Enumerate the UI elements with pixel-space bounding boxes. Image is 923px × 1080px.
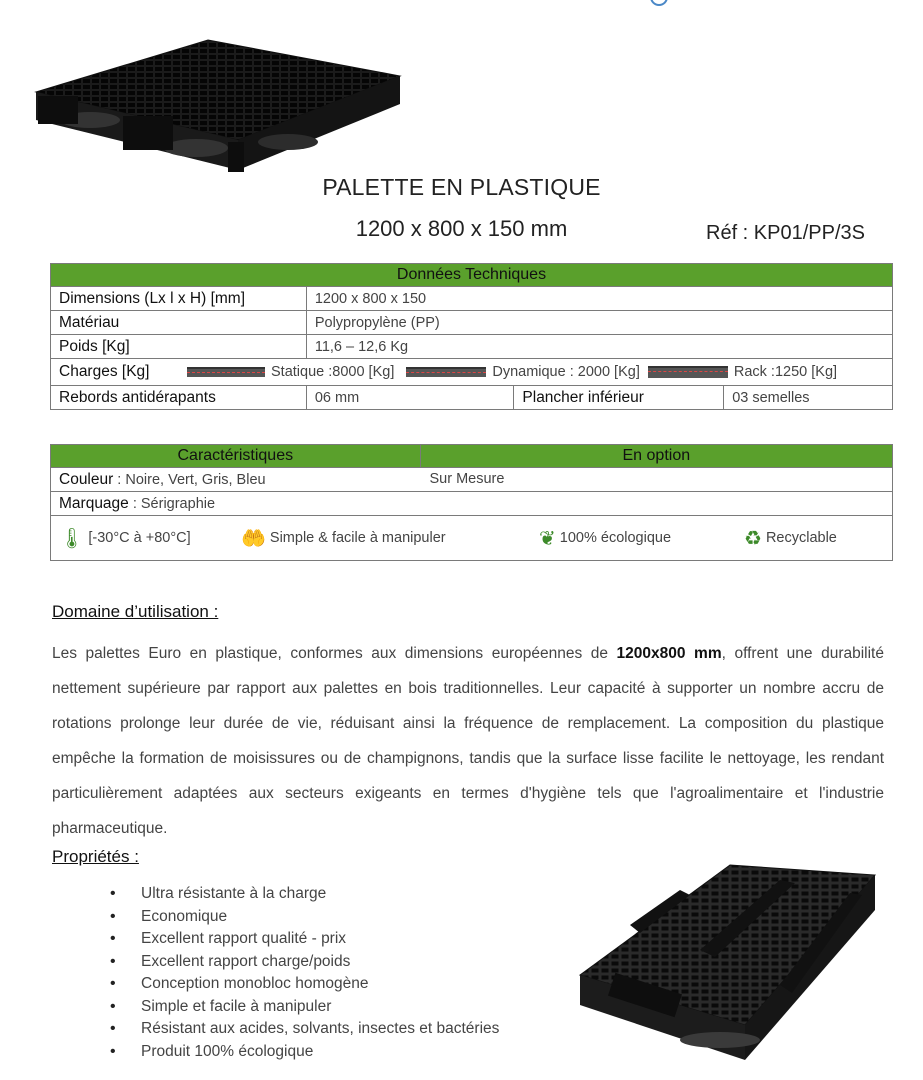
table-row	[51, 335, 893, 359]
rack-load-value: Rack :1250 [Kg]	[733, 364, 838, 380]
static-load-icon	[187, 367, 265, 377]
characteristics-table	[50, 444, 893, 561]
usage-text-bold: 1200x800 mm	[616, 645, 722, 662]
material-label: Matériau	[51, 311, 307, 335]
list-item: • Excellent rapport charge/poids	[110, 951, 499, 974]
eco-leaf-icon: ❦	[539, 527, 556, 550]
weight-label: Poids [Kg]	[51, 335, 307, 359]
dynamic-load-value: Dynamique : 2000 [Kg]	[492, 364, 640, 380]
marquage-label: Marquage	[59, 494, 129, 512]
properties-heading: Propriétés :	[52, 847, 139, 866]
rack-load-icon	[648, 366, 728, 378]
product-reference: Réf : KP01/PP/3S	[706, 222, 865, 244]
recycle-icon: ♻	[744, 527, 762, 550]
list-item: • Economique	[110, 906, 499, 929]
list-item: • Résistant aux acides, solvants, insectes et bactéries	[110, 1018, 499, 1041]
list-item: • Ultra résistante à la charge	[110, 883, 499, 906]
rebords-value: 06 mm	[306, 386, 514, 410]
pallet-image-top	[28, 30, 408, 190]
plancher-label: Plancher inférieur	[514, 386, 724, 410]
list-item: • Produit 100% écologique	[110, 1041, 499, 1064]
table-row	[51, 287, 893, 311]
rebords-label: Rebords antidérapants	[51, 386, 307, 410]
list-item: • Excellent rapport qualité - prix	[110, 928, 499, 951]
table-row	[51, 386, 893, 410]
marquage-value: : Sérigraphie	[128, 495, 216, 512]
static-load-value: Statique :8000 [Kg]	[271, 364, 395, 380]
dimensions-value: 1200 x 800 x 150	[306, 287, 892, 311]
usage-heading: Domaine d’utilisation :	[52, 602, 219, 621]
logo-fragment	[650, 0, 668, 6]
dimensions-label: Dimensions (Lx l x H) [mm]	[51, 287, 307, 311]
usage-text-end: , offrent une durabilité nettement supérieure par rapport aux palettes en bois traditionnelles. Leur capacité à supporter un nombre accru de rotations prolonge leur durée de vie, réduisant ainsi la fréquence de remplacement. La composition du plastique empêche la formation de moisissures ou de champignons, tandis que la surface lisse facilite le nettoyage, les rendant particulièrement adaptées aux secteurs exigeants en termes d'hygiène tels que l'agroalimentaire et l'industrie pharmaceutique.	[52, 645, 884, 837]
product-dimensions: 1200 x 800 x 150 mm	[355, 216, 568, 241]
product-title: PALETTE EN PLASTIQUE	[322, 174, 601, 200]
feature-ecologique: 100% écologique	[559, 530, 672, 546]
thermometer-icon: 🌡	[59, 527, 85, 550]
weight-value: 11,6 – 12,6 Kg	[306, 335, 892, 359]
usage-paragraph	[52, 636, 884, 846]
technical-data-heading: Données Techniques	[51, 264, 893, 287]
technical-data-table	[50, 263, 893, 410]
pallet-image-bottom	[570, 855, 885, 1070]
couleur-value: : Noire, Vert, Gris, Bleu	[113, 471, 266, 488]
table-row	[51, 468, 893, 492]
feature-recyclable: Recyclable	[765, 530, 837, 546]
table-row	[51, 359, 893, 386]
table-row	[51, 311, 893, 335]
table-row	[51, 516, 893, 561]
properties-list	[110, 883, 499, 1063]
material-value: Polypropylène (PP)	[306, 311, 892, 335]
option-heading: En option	[420, 445, 892, 468]
feature-temperature: [-30°C à +80°C]	[88, 530, 191, 546]
hand-leaf-icon: 🤲	[241, 527, 266, 550]
feature-easy-handling: Simple & facile à manipuler	[269, 530, 446, 546]
charges-row	[51, 359, 893, 386]
plancher-value: 03 semelles	[724, 386, 893, 410]
couleur-label: Couleur	[59, 470, 114, 488]
list-item: • Conception monobloc homogène	[110, 973, 499, 996]
dynamic-load-icon	[406, 367, 486, 377]
list-item: • Simple et facile à manipuler	[110, 996, 499, 1019]
table-row	[51, 492, 893, 516]
option-value: Sur Mesure	[429, 470, 505, 487]
charges-label: Charges [Kg]	[59, 363, 150, 380]
usage-text-start: Les palettes Euro en plastique, conformes aux dimensions européennes de	[52, 645, 617, 662]
characteristics-heading: Caractéristiques	[51, 445, 421, 468]
